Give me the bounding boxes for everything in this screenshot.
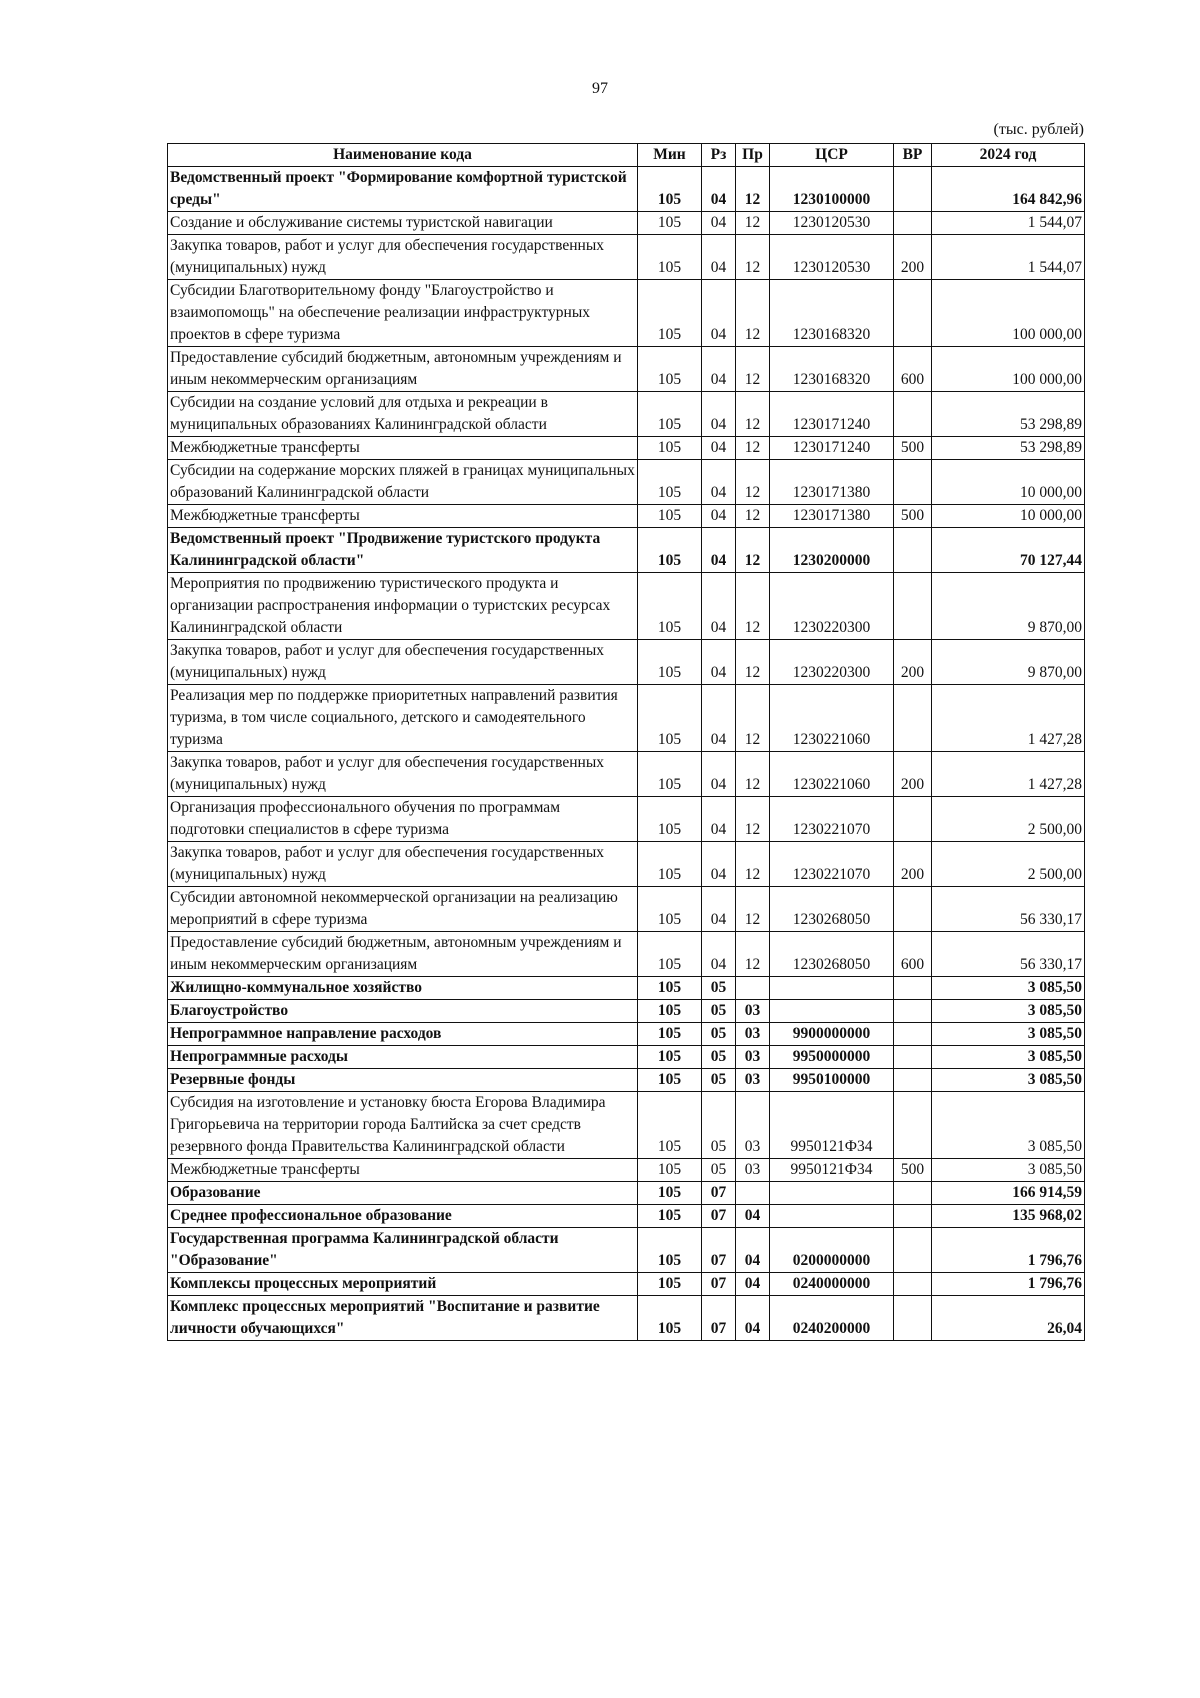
cell-rz: 04 [702,392,736,437]
cell-rz: 04 [702,573,736,640]
table-row [168,1046,1085,1069]
table-row [168,1296,1085,1341]
cell-amount: 2 500,00 [932,842,1085,887]
cell-csr: 0200000000 [770,1228,894,1273]
cell-csr: 1230120530 [770,235,894,280]
table-row [168,842,1085,887]
table-row [168,528,1085,573]
cell-rz: 05 [702,1046,736,1069]
cell-pr: 03 [736,1069,770,1092]
table-row [168,752,1085,797]
cell-name: Комплексы процессных мероприятий [168,1273,638,1296]
cell-name: Государственная программа Калининградской области "Образование" [168,1228,638,1273]
cell-name: Межбюджетные трансферты [168,437,638,460]
cell-csr: 1230221060 [770,685,894,752]
column-header-vr: ВР [894,144,932,167]
table-row [168,167,1085,212]
cell-pr: 12 [736,887,770,932]
cell-rz: 04 [702,167,736,212]
units-label: (тыс. рублей) [993,121,1084,138]
cell-min: 105 [638,977,702,1000]
cell-name: Межбюджетные трансферты [168,1159,638,1182]
cell-min: 105 [638,280,702,347]
cell-rz: 04 [702,752,736,797]
cell-pr: 03 [736,1159,770,1182]
cell-amount: 166 914,59 [932,1182,1085,1205]
cell-pr: 03 [736,1046,770,1069]
cell-name: Благоустройство [168,1000,638,1023]
cell-rz: 05 [702,1069,736,1092]
cell-name: Мероприятия по продвижению туристического продукта и организации распространения информации о туристских ресурсах Калининградской области [168,573,638,640]
table-row [168,1069,1085,1092]
cell-csr: 1230171240 [770,392,894,437]
cell-min: 105 [638,1023,702,1046]
cell-min: 105 [638,1205,702,1228]
cell-csr: 1230221070 [770,842,894,887]
cell-min: 105 [638,235,702,280]
cell-vr: 600 [894,347,932,392]
cell-name: Предоставление субсидий бюджетным, автономным учреждениям и иным некоммерческим организациям [168,347,638,392]
cell-vr [894,167,932,212]
cell-min: 105 [638,1273,702,1296]
cell-min: 105 [638,842,702,887]
cell-min: 105 [638,685,702,752]
cell-min: 105 [638,1046,702,1069]
cell-vr [894,797,932,842]
cell-vr [894,1023,932,1046]
cell-vr [894,1205,932,1228]
cell-name: Закупка товаров, работ и услуг для обеспечения государственных (муниципальных) нужд [168,842,638,887]
cell-amount: 3 085,50 [932,1159,1085,1182]
cell-vr: 600 [894,932,932,977]
cell-rz: 07 [702,1296,736,1341]
cell-pr: 12 [736,347,770,392]
cell-amount: 3 085,50 [932,1023,1085,1046]
cell-pr [736,1182,770,1205]
cell-vr [894,1273,932,1296]
cell-rz: 04 [702,932,736,977]
table-row [168,887,1085,932]
cell-rz: 07 [702,1273,736,1296]
cell-pr: 12 [736,573,770,640]
cell-vr [894,280,932,347]
cell-vr: 200 [894,752,932,797]
cell-amount: 1 427,28 [932,685,1085,752]
cell-rz: 04 [702,797,736,842]
cell-csr [770,977,894,1000]
cell-rz: 04 [702,842,736,887]
table-row [168,1273,1085,1296]
cell-min: 105 [638,887,702,932]
cell-name: Закупка товаров, работ и услуг для обеспечения государственных (муниципальных) нужд [168,640,638,685]
cell-pr: 12 [736,167,770,212]
cell-pr: 12 [736,235,770,280]
cell-rz: 04 [702,280,736,347]
cell-rz: 05 [702,1000,736,1023]
cell-min: 105 [638,932,702,977]
cell-amount: 56 330,17 [932,887,1085,932]
cell-csr: 1230168320 [770,347,894,392]
table-row [168,797,1085,842]
cell-vr [894,977,932,1000]
cell-name: Субсидии автономной некоммерческой организации на реализацию мероприятий в сфере туризма [168,887,638,932]
cell-min: 105 [638,640,702,685]
cell-name: Закупка товаров, работ и услуг для обеспечения государственных (муниципальных) нужд [168,235,638,280]
cell-name: Резервные фонды [168,1069,638,1092]
column-header-csr: ЦСР [770,144,894,167]
cell-name: Ведомственный проект "Формирование комфортной туристской среды" [168,167,638,212]
cell-amount: 1 796,76 [932,1273,1085,1296]
cell-rz: 05 [702,1159,736,1182]
cell-csr: 0240200000 [770,1296,894,1341]
cell-min: 105 [638,1092,702,1159]
cell-rz: 04 [702,460,736,505]
cell-vr [894,685,932,752]
cell-vr [894,528,932,573]
cell-name: Реализация мер по поддержке приоритетных направлений развития туризма, в том числе социального, детского и самодеятельного туризма [168,685,638,752]
cell-vr [894,1046,932,1069]
table-row [168,437,1085,460]
cell-csr: 9950000000 [770,1046,894,1069]
table-row [168,1023,1085,1046]
cell-amount: 1 427,28 [932,752,1085,797]
cell-pr: 12 [736,640,770,685]
cell-csr: 1230220300 [770,640,894,685]
table-row [168,573,1085,640]
cell-pr [736,977,770,1000]
table-row [168,505,1085,528]
cell-csr [770,1000,894,1023]
cell-pr: 12 [736,752,770,797]
cell-csr: 1230120530 [770,212,894,235]
table-row [168,280,1085,347]
cell-name: Ведомственный проект "Продвижение туристского продукта Калининградской области" [168,528,638,573]
cell-csr: 1230200000 [770,528,894,573]
table-row [168,1000,1085,1023]
cell-pr: 04 [736,1296,770,1341]
cell-csr: 1230100000 [770,167,894,212]
cell-amount: 56 330,17 [932,932,1085,977]
cell-csr: 9950121Ф34 [770,1159,894,1182]
cell-amount: 3 085,50 [932,1069,1085,1092]
cell-vr [894,1296,932,1341]
cell-min: 105 [638,505,702,528]
column-header-name: Наименование кода [168,144,638,167]
cell-amount: 164 842,96 [932,167,1085,212]
cell-min: 105 [638,1159,702,1182]
cell-pr: 12 [736,528,770,573]
cell-vr [894,392,932,437]
cell-amount: 1 544,07 [932,235,1085,280]
cell-csr: 1230171240 [770,437,894,460]
cell-amount: 70 127,44 [932,528,1085,573]
cell-vr [894,1000,932,1023]
cell-min: 105 [638,392,702,437]
cell-min: 105 [638,1000,702,1023]
cell-rz: 05 [702,1023,736,1046]
cell-amount: 3 085,50 [932,977,1085,1000]
cell-pr: 03 [736,1023,770,1046]
cell-pr: 04 [736,1205,770,1228]
cell-vr: 500 [894,437,932,460]
table-row [168,212,1085,235]
cell-amount: 53 298,89 [932,392,1085,437]
cell-amount: 10 000,00 [932,460,1085,505]
cell-name: Межбюджетные трансферты [168,505,638,528]
cell-pr: 03 [736,1092,770,1159]
cell-min: 105 [638,1182,702,1205]
table-row [168,640,1085,685]
cell-csr: 1230171380 [770,505,894,528]
cell-rz: 04 [702,212,736,235]
cell-csr: 1230168320 [770,280,894,347]
cell-name: Среднее профессиональное образование [168,1205,638,1228]
cell-rz: 07 [702,1228,736,1273]
cell-csr: 9950121Ф34 [770,1092,894,1159]
page-number: 97 [592,80,608,97]
cell-csr: 1230220300 [770,573,894,640]
cell-vr: 200 [894,842,932,887]
table-header-row [168,144,1085,167]
cell-amount: 135 968,02 [932,1205,1085,1228]
table-row [168,1092,1085,1159]
cell-pr: 12 [736,842,770,887]
cell-pr: 12 [736,280,770,347]
cell-csr: 9900000000 [770,1023,894,1046]
column-header-min: Мин [638,144,702,167]
cell-rz: 04 [702,347,736,392]
table-row [168,685,1085,752]
cell-name: Жилищно-коммунальное хозяйство [168,977,638,1000]
cell-min: 105 [638,437,702,460]
table-row [168,460,1085,505]
table-row [168,347,1085,392]
cell-amount: 1 544,07 [932,212,1085,235]
cell-rz: 07 [702,1182,736,1205]
cell-min: 105 [638,212,702,235]
cell-vr [894,887,932,932]
cell-csr: 1230171380 [770,460,894,505]
cell-amount: 1 796,76 [932,1228,1085,1273]
cell-pr: 12 [736,392,770,437]
cell-csr: 9950100000 [770,1069,894,1092]
table-row [168,1205,1085,1228]
cell-rz: 04 [702,887,736,932]
cell-vr [894,1228,932,1273]
cell-pr: 03 [736,1000,770,1023]
table-body [168,167,1085,1341]
cell-min: 105 [638,167,702,212]
cell-rz: 04 [702,437,736,460]
cell-pr: 12 [736,212,770,235]
table-row [168,1159,1085,1182]
cell-pr: 04 [736,1273,770,1296]
cell-rz: 04 [702,685,736,752]
cell-csr [770,1205,894,1228]
cell-vr [894,1069,932,1092]
cell-min: 105 [638,460,702,505]
table-row [168,392,1085,437]
cell-name: Непрограммное направление расходов [168,1023,638,1046]
cell-name: Субсидия на изготовление и установку бюста Егорова Владимира Григорьевича на территории города Балтийска за счет средств резервного фонда Правительства Калининградской области [168,1092,638,1159]
cell-name: Предоставление субсидий бюджетным, автономным учреждениям и иным некоммерческим организациям [168,932,638,977]
cell-min: 105 [638,1069,702,1092]
column-header-rz: Рз [702,144,736,167]
cell-rz: 04 [702,640,736,685]
cell-amount: 9 870,00 [932,640,1085,685]
cell-name: Субсидии Благотворительному фонду "Благоустройство и взаимопомощь" на обеспечение реализации инфраструктурных проектов в сфере туризма [168,280,638,347]
cell-vr [894,460,932,505]
cell-csr: 1230268050 [770,887,894,932]
column-header-amount: 2024 год [932,144,1085,167]
cell-csr: 1230221060 [770,752,894,797]
cell-rz: 05 [702,977,736,1000]
cell-vr: 200 [894,640,932,685]
cell-pr: 12 [736,932,770,977]
cell-name: Организация профессионального обучения по программам подготовки специалистов в сфере туризма [168,797,638,842]
cell-name: Комплекс процессных мероприятий "Воспитание и развитие личности обучающихся" [168,1296,638,1341]
cell-amount: 53 298,89 [932,437,1085,460]
cell-vr: 200 [894,235,932,280]
cell-name: Создание и обслуживание системы туристской навигации [168,212,638,235]
column-header-pr: Пр [736,144,770,167]
cell-amount: 26,04 [932,1296,1085,1341]
cell-pr: 04 [736,1228,770,1273]
table-row [168,932,1085,977]
cell-pr: 12 [736,685,770,752]
cell-amount: 3 085,50 [932,1046,1085,1069]
cell-rz: 07 [702,1205,736,1228]
cell-name: Закупка товаров, работ и услуг для обеспечения государственных (муниципальных) нужд [168,752,638,797]
cell-vr [894,573,932,640]
cell-amount: 10 000,00 [932,505,1085,528]
cell-rz: 04 [702,528,736,573]
cell-amount: 3 085,50 [932,1092,1085,1159]
cell-vr: 500 [894,1159,932,1182]
cell-csr [770,1182,894,1205]
cell-rz: 05 [702,1092,736,1159]
cell-name: Непрограммные расходы [168,1046,638,1069]
budget-table [167,143,1085,1341]
cell-min: 105 [638,573,702,640]
cell-csr: 0240000000 [770,1273,894,1296]
cell-name: Субсидии на создание условий для отдыха и рекреации в муниципальных образованиях Калининградской области [168,392,638,437]
cell-rz: 04 [702,505,736,528]
cell-pr: 12 [736,460,770,505]
cell-name: Субсидии на содержание морских пляжей в границах муниципальных образований Калининградской области [168,460,638,505]
cell-min: 105 [638,1228,702,1273]
cell-amount: 100 000,00 [932,347,1085,392]
cell-min: 105 [638,752,702,797]
cell-amount: 3 085,50 [932,1000,1085,1023]
cell-min: 105 [638,797,702,842]
cell-amount: 100 000,00 [932,280,1085,347]
cell-min: 105 [638,347,702,392]
table-row [168,1182,1085,1205]
table-row [168,235,1085,280]
cell-vr [894,212,932,235]
cell-csr: 1230221070 [770,797,894,842]
cell-min: 105 [638,1296,702,1341]
cell-amount: 9 870,00 [932,573,1085,640]
cell-pr: 12 [736,505,770,528]
table-row [168,977,1085,1000]
cell-min: 105 [638,528,702,573]
table-row [168,1228,1085,1273]
cell-vr: 500 [894,505,932,528]
cell-rz: 04 [702,235,736,280]
cell-vr [894,1092,932,1159]
cell-pr: 12 [736,437,770,460]
cell-amount: 2 500,00 [932,797,1085,842]
cell-name: Образование [168,1182,638,1205]
cell-vr [894,1182,932,1205]
cell-pr: 12 [736,797,770,842]
cell-csr: 1230268050 [770,932,894,977]
